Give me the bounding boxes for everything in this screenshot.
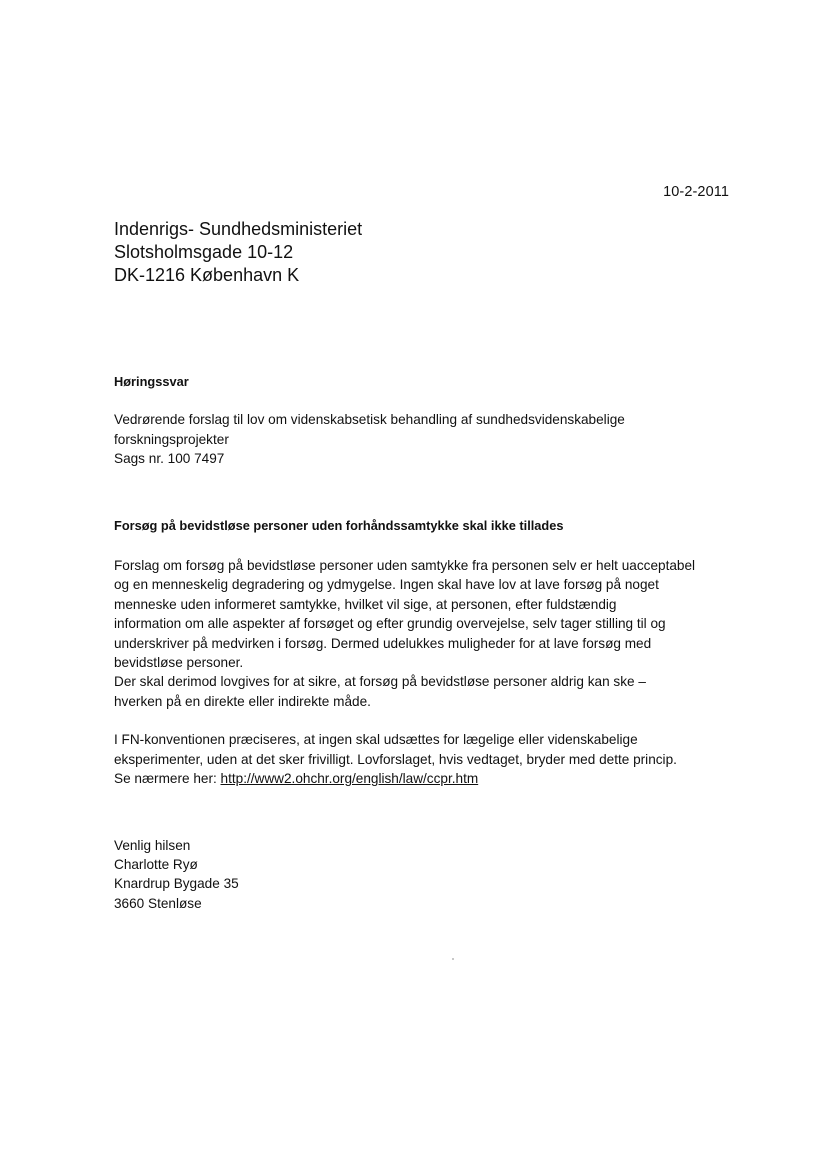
see-more-label: Se nærmere her:: [114, 771, 217, 787]
subject-heading: Høringssvar: [114, 374, 189, 389]
body-paragraph-2: [114, 730, 734, 788]
sender-street: Knardrup Bygade 35: [114, 876, 239, 892]
body-line: eksperimenter, uden at det sker frivilligt. Lovforslaget, hvis vedtaget, bryder med dette princip.: [114, 751, 677, 767]
see-more-line: [114, 769, 734, 788]
signoff-block: [114, 836, 734, 914]
body-line: Der skal derimod lovgives for at sikre, at forsøg på bevidstløse personer aldrig kan ske –: [114, 674, 646, 690]
recipient-street: Slotsholmsgade 10-12: [114, 242, 294, 262]
sender-name: Charlotte Ryø: [114, 856, 198, 872]
body-line: bevidstløse personer.: [114, 655, 244, 671]
recipient-city: DK-1216 København K: [114, 265, 300, 285]
scan-speck: [452, 958, 454, 960]
recipient-address: [114, 218, 362, 287]
body-line: information om alle aspekter af forsøget og efter grundig overvejelse, selv tager stilling til og: [114, 616, 666, 632]
body-line: og en menneskelig degradering og ydmygelse. Ingen skal have lov at lave forsøg på noget: [114, 577, 659, 593]
greeting: Venlig hilsen: [114, 837, 191, 853]
recipient-name: Indenrigs- Sundhedsministeriet: [114, 219, 363, 239]
subject-block: [114, 410, 734, 468]
section-heading: Forsøg på bevidstløse personer uden forhåndssamtykke skal ikke tillades: [114, 517, 564, 533]
letter-date: 10-2-2011: [663, 184, 729, 200]
body-line: hverken på en direkte eller indirekte måde.: [114, 693, 371, 709]
subject-line: forskningsprojekter: [114, 431, 229, 447]
letter-content: [114, 372, 734, 913]
body-line: I FN-konventionen præciseres, at ingen skal udsættes for lægelige eller videnskabelige: [114, 732, 638, 748]
body-line: Forslag om forsøg på bevidstløse personer uden samtykke fra personen selv er helt uacceptabel: [114, 558, 696, 574]
subject-line: Vedrørende forslag til lov om videnskabsetisk behandling af sundhedsvidenskabelige: [114, 412, 625, 428]
case-number: Sags nr. 100 7497: [114, 451, 225, 467]
body-line: underskriver på medvirken i forsøg. Dermed udelukkes muligheder for at lave forsøg med: [114, 635, 652, 651]
body-line: menneske uden informeret samtykke, hvilket vil sige, at personen, efter fuldstændig: [114, 596, 617, 612]
sender-city: 3660 Stenløse: [114, 895, 202, 911]
body-paragraph-1: [114, 556, 734, 711]
ohchr-link[interactable]: http://www2.ohchr.org/english/law/ccpr.htm: [220, 771, 479, 787]
